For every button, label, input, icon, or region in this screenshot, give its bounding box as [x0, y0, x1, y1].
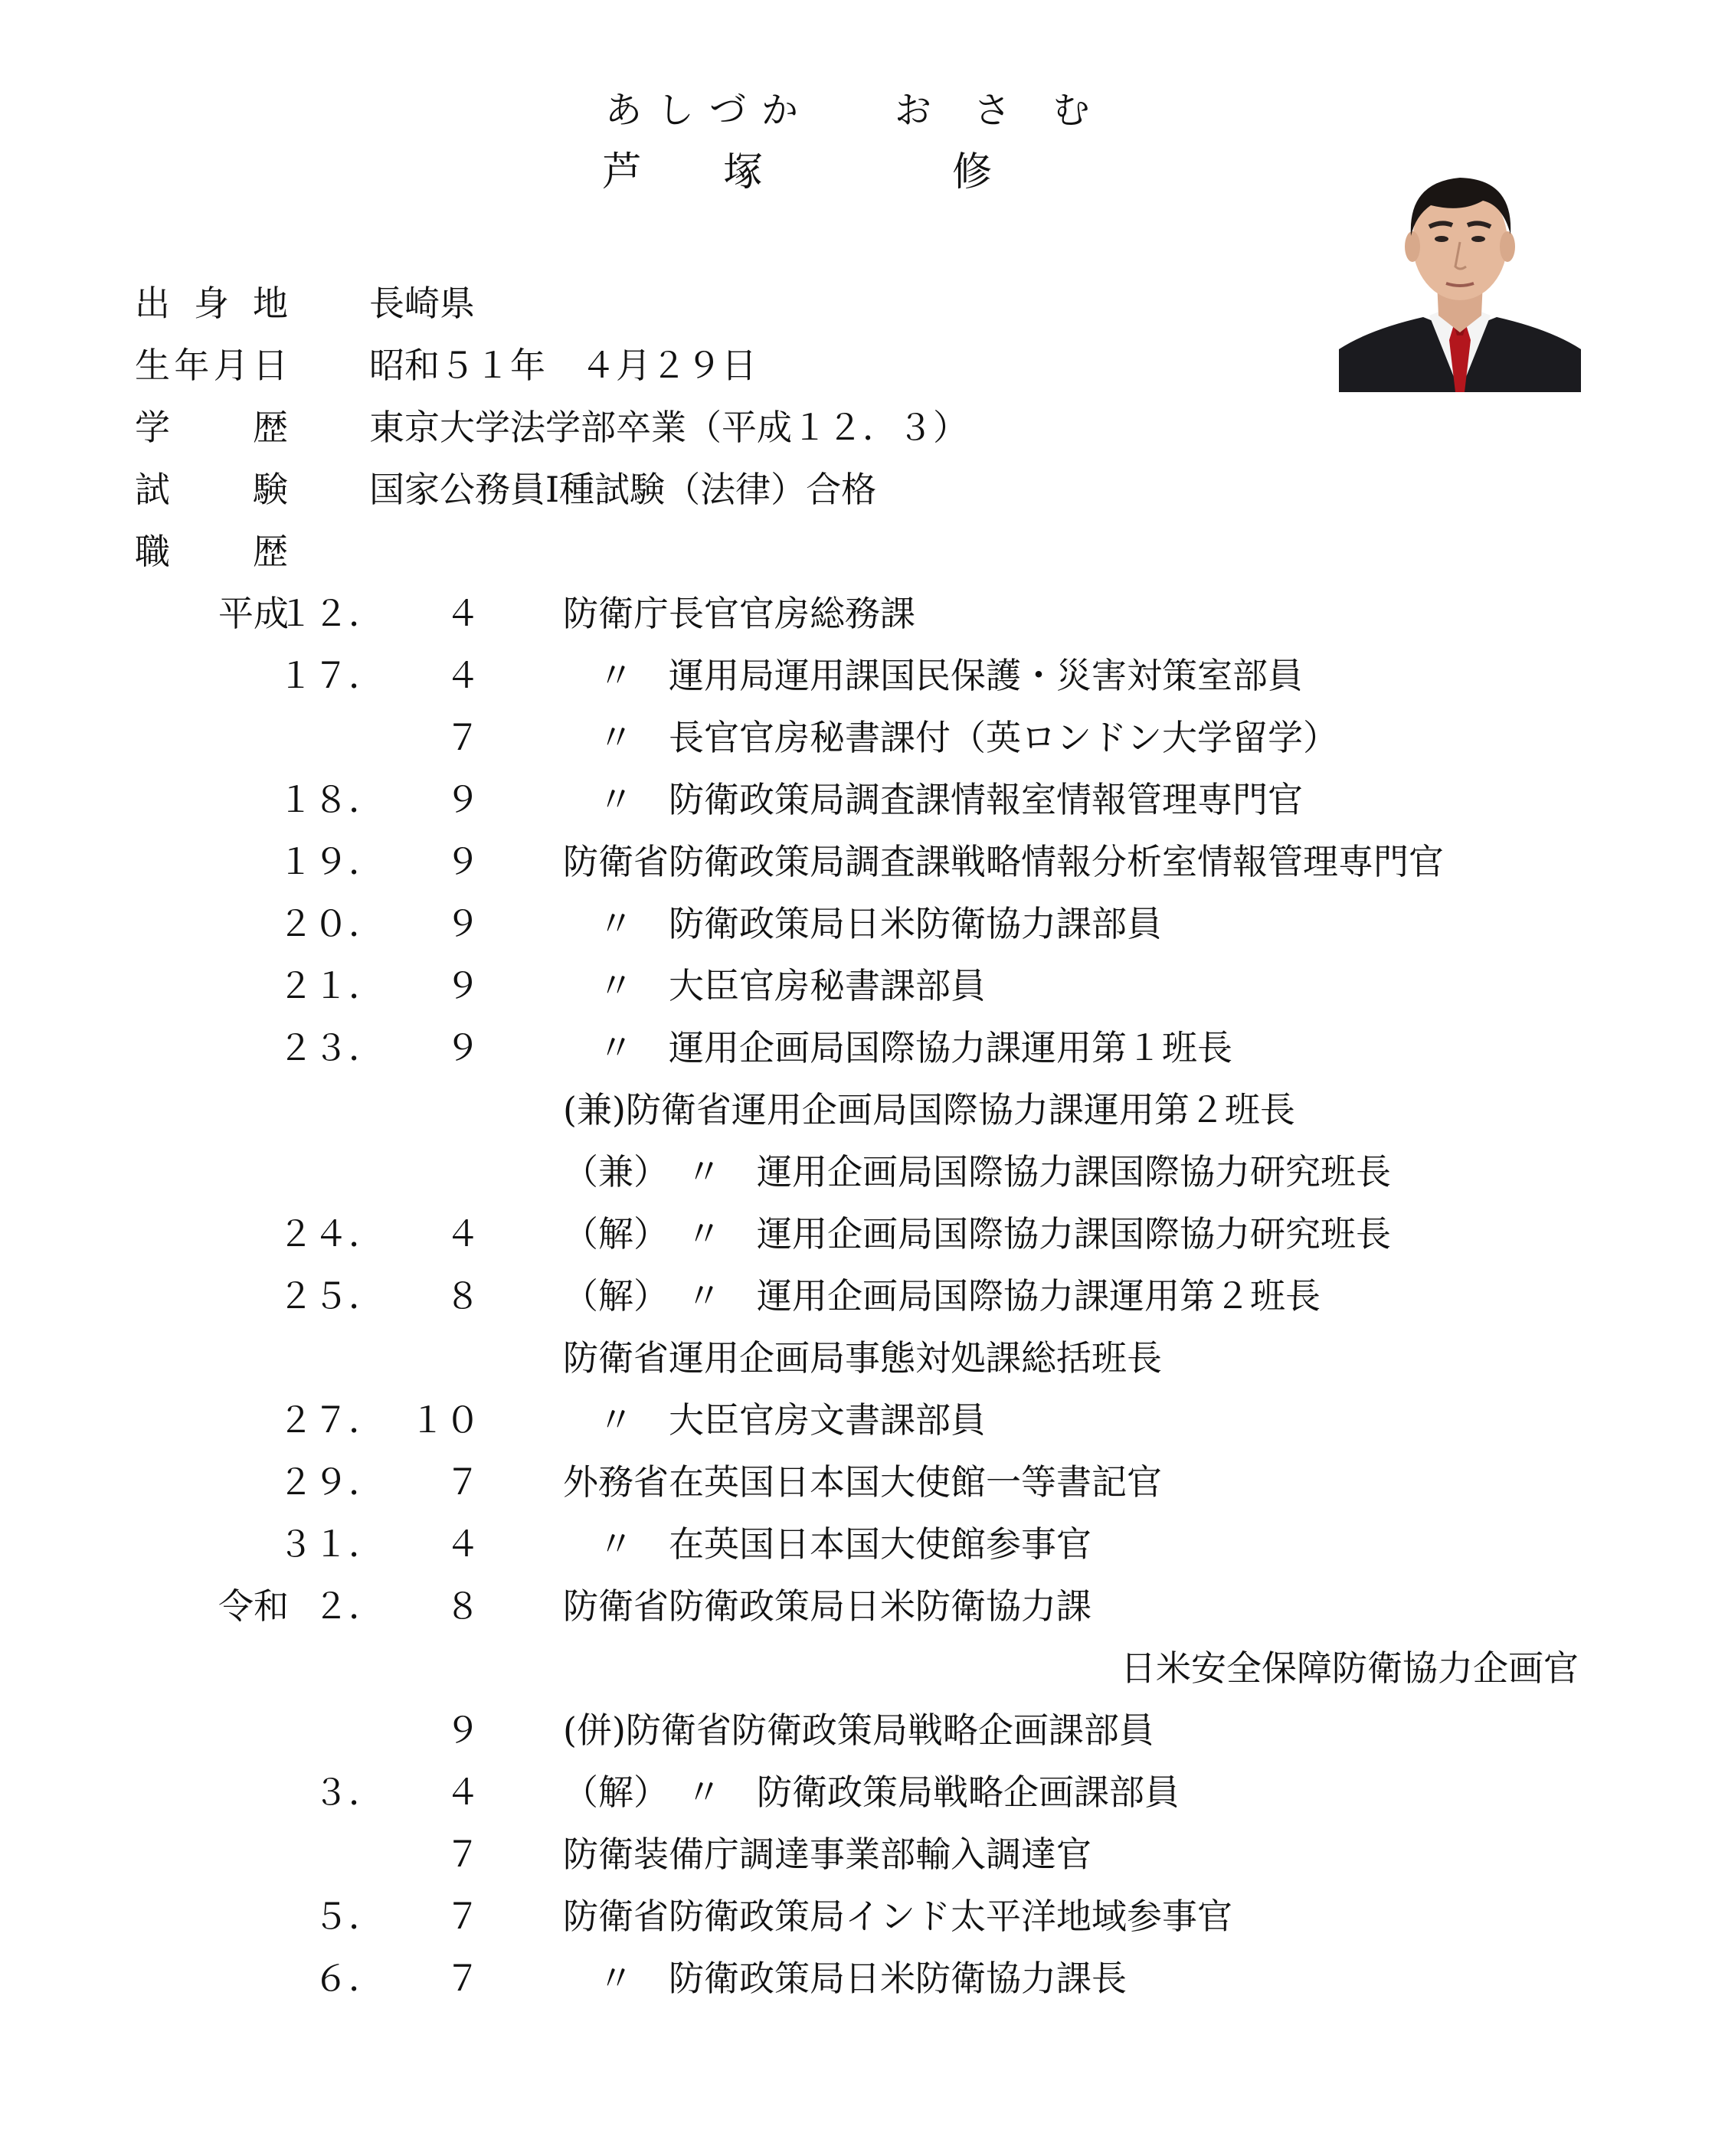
- career-position: 防衛省防衛政策局日米防衛協力課: [563, 1585, 1092, 1627]
- career-month: ９: [445, 1709, 480, 1751]
- career-row: [0, 1830, 1715, 1879]
- career-month: ７: [445, 1958, 480, 1999]
- career-year: ２１．: [278, 965, 384, 1006]
- profile-value: 国家公務員Ⅰ種試験（法律）合格: [369, 469, 877, 510]
- career-row: [0, 1147, 1715, 1196]
- career-month: ４: [445, 1523, 480, 1565]
- career-position: 〃 大臣官房秘書課部員: [563, 965, 986, 1006]
- career-year: ２９．: [278, 1461, 384, 1503]
- name-kana-family: あしづか: [605, 89, 814, 132]
- career-row: [0, 651, 1715, 700]
- career-row: [0, 1395, 1715, 1444]
- career-month: ４: [445, 1213, 480, 1255]
- career-month: ８: [445, 1275, 480, 1317]
- career-position: 防衛省防衛政策局調査課戦略情報分析室情報管理専門官: [563, 841, 1444, 882]
- career-row: [0, 713, 1715, 762]
- career-row: [0, 1892, 1715, 1941]
- career-month: ７: [445, 1896, 480, 1937]
- career-year: ６．: [313, 1958, 384, 1999]
- career-row: [0, 1520, 1715, 1569]
- career-era: 平成: [218, 593, 289, 634]
- career-month: ９: [445, 779, 480, 820]
- name-kanji-family-1: 芦: [602, 149, 643, 195]
- career-row: [0, 589, 1715, 638]
- career-year: ２．: [313, 1585, 384, 1627]
- career-year: ２７．: [278, 1399, 384, 1441]
- career-position: 〃 運用企画局国際協力課運用第１班長: [563, 1027, 1232, 1068]
- portrait-photo: [1339, 152, 1581, 392]
- career-position: 〃 防衛政策局日米防衛協力課部員: [563, 903, 1162, 944]
- career-year: １８．: [278, 779, 384, 820]
- career-year: １２．: [278, 593, 384, 634]
- career-position: (兼)防衛省運用企画局国際協力課運用第２班長: [563, 1089, 1295, 1130]
- career-row: [0, 1209, 1715, 1258]
- career-row: [0, 1085, 1715, 1134]
- career-position: 〃 防衛政策局調査課情報室情報管理専門官: [563, 779, 1303, 820]
- career-month: ８: [445, 1585, 480, 1627]
- career-year: ２５．: [278, 1275, 384, 1317]
- career-month: ７: [445, 1461, 480, 1503]
- career-year: ５．: [313, 1896, 384, 1937]
- career-month: ４: [445, 593, 480, 634]
- profile-label: 試 験: [135, 469, 288, 510]
- career-position: 防衛省防衛政策局インド太平洋地域参事官: [563, 1896, 1232, 1937]
- career-month: ９: [445, 1027, 480, 1068]
- profile-value: 昭和５１年 ４月２９日: [369, 345, 757, 386]
- career-position: 防衛装備庁調達事業部輸入調達官: [563, 1834, 1092, 1875]
- career-row: [0, 1333, 1715, 1382]
- career-row: [0, 1644, 1715, 1693]
- career-row: [0, 1023, 1715, 1072]
- career-month: ４: [445, 655, 480, 696]
- career-position: 〃 長官官房秘書課付（英ロンドン大学留学）: [563, 717, 1338, 758]
- career-row: [0, 1768, 1715, 1817]
- career-row: [0, 1458, 1715, 1507]
- name-kanji-family-2: 塚: [723, 149, 764, 195]
- career-position: 〃 在英国日本国大使館参事官: [563, 1523, 1092, 1565]
- career-position: 〃 防衛政策局日米防衛協力課長: [563, 1958, 1127, 1999]
- name-kana-given: お さ む: [895, 89, 1105, 132]
- career-year: ２４．: [278, 1213, 384, 1255]
- career-year: １７．: [278, 655, 384, 696]
- career-row: [0, 837, 1715, 886]
- career-row: [0, 1954, 1715, 2003]
- career-row: [0, 1706, 1715, 1755]
- career-month: ９: [445, 965, 480, 1006]
- career-position: 防衛省運用企画局事態対処課総括班長: [563, 1337, 1162, 1379]
- career-position: （解） 〃 防衛政策局戦略企画課部員: [563, 1772, 1180, 1813]
- name-kanji-given: 修: [952, 149, 993, 195]
- career-position: 〃 大臣官房文書課部員: [563, 1399, 986, 1441]
- career-position: 日米安全保障防衛協力企画官: [1121, 1647, 1579, 1689]
- career-row: [0, 961, 1715, 1010]
- career-era: 令和: [218, 1585, 289, 1627]
- profile-label: 職 歴: [135, 531, 288, 572]
- career-month: ４: [445, 1772, 480, 1813]
- career-year: ２０．: [278, 903, 384, 944]
- career-position: （解） 〃 運用企画局国際協力課運用第２班長: [563, 1275, 1321, 1317]
- profile-label: 学 歴: [135, 407, 288, 448]
- career-year: ３１．: [278, 1523, 384, 1565]
- career-month: ９: [445, 903, 480, 944]
- career-month: ７: [445, 1834, 480, 1875]
- profile-label: 生 年 月 日: [135, 345, 288, 386]
- career-row: [0, 1271, 1715, 1320]
- profile-value: 東京大学法学部卒業（平成１２．３）: [369, 407, 968, 448]
- career-position: （兼） 〃 運用企画局国際協力課国際協力研究班長: [563, 1151, 1391, 1193]
- career-year: ３．: [313, 1772, 384, 1813]
- career-month: １０: [410, 1399, 480, 1441]
- profile-label: 出 身 地: [135, 283, 288, 324]
- career-position: (併)防衛省防衛政策局戦略企画課部員: [563, 1709, 1154, 1751]
- career-month: ７: [445, 717, 480, 758]
- career-position: 外務省在英国日本国大使館一等書記官: [563, 1461, 1162, 1503]
- career-month: ９: [445, 841, 480, 882]
- profile-value: 長崎県: [369, 283, 475, 324]
- career-row: [0, 899, 1715, 948]
- career-row: [0, 775, 1715, 824]
- career-year: １９．: [278, 841, 384, 882]
- career-year: ２３．: [278, 1027, 384, 1068]
- career-position: （解） 〃 運用企画局国際協力課国際協力研究班長: [563, 1213, 1391, 1255]
- career-position: 防衛庁長官官房総務課: [563, 593, 915, 634]
- career-position: 〃 運用局運用課国民保護・災害対策室部員: [563, 655, 1303, 696]
- career-row: [0, 1582, 1715, 1631]
